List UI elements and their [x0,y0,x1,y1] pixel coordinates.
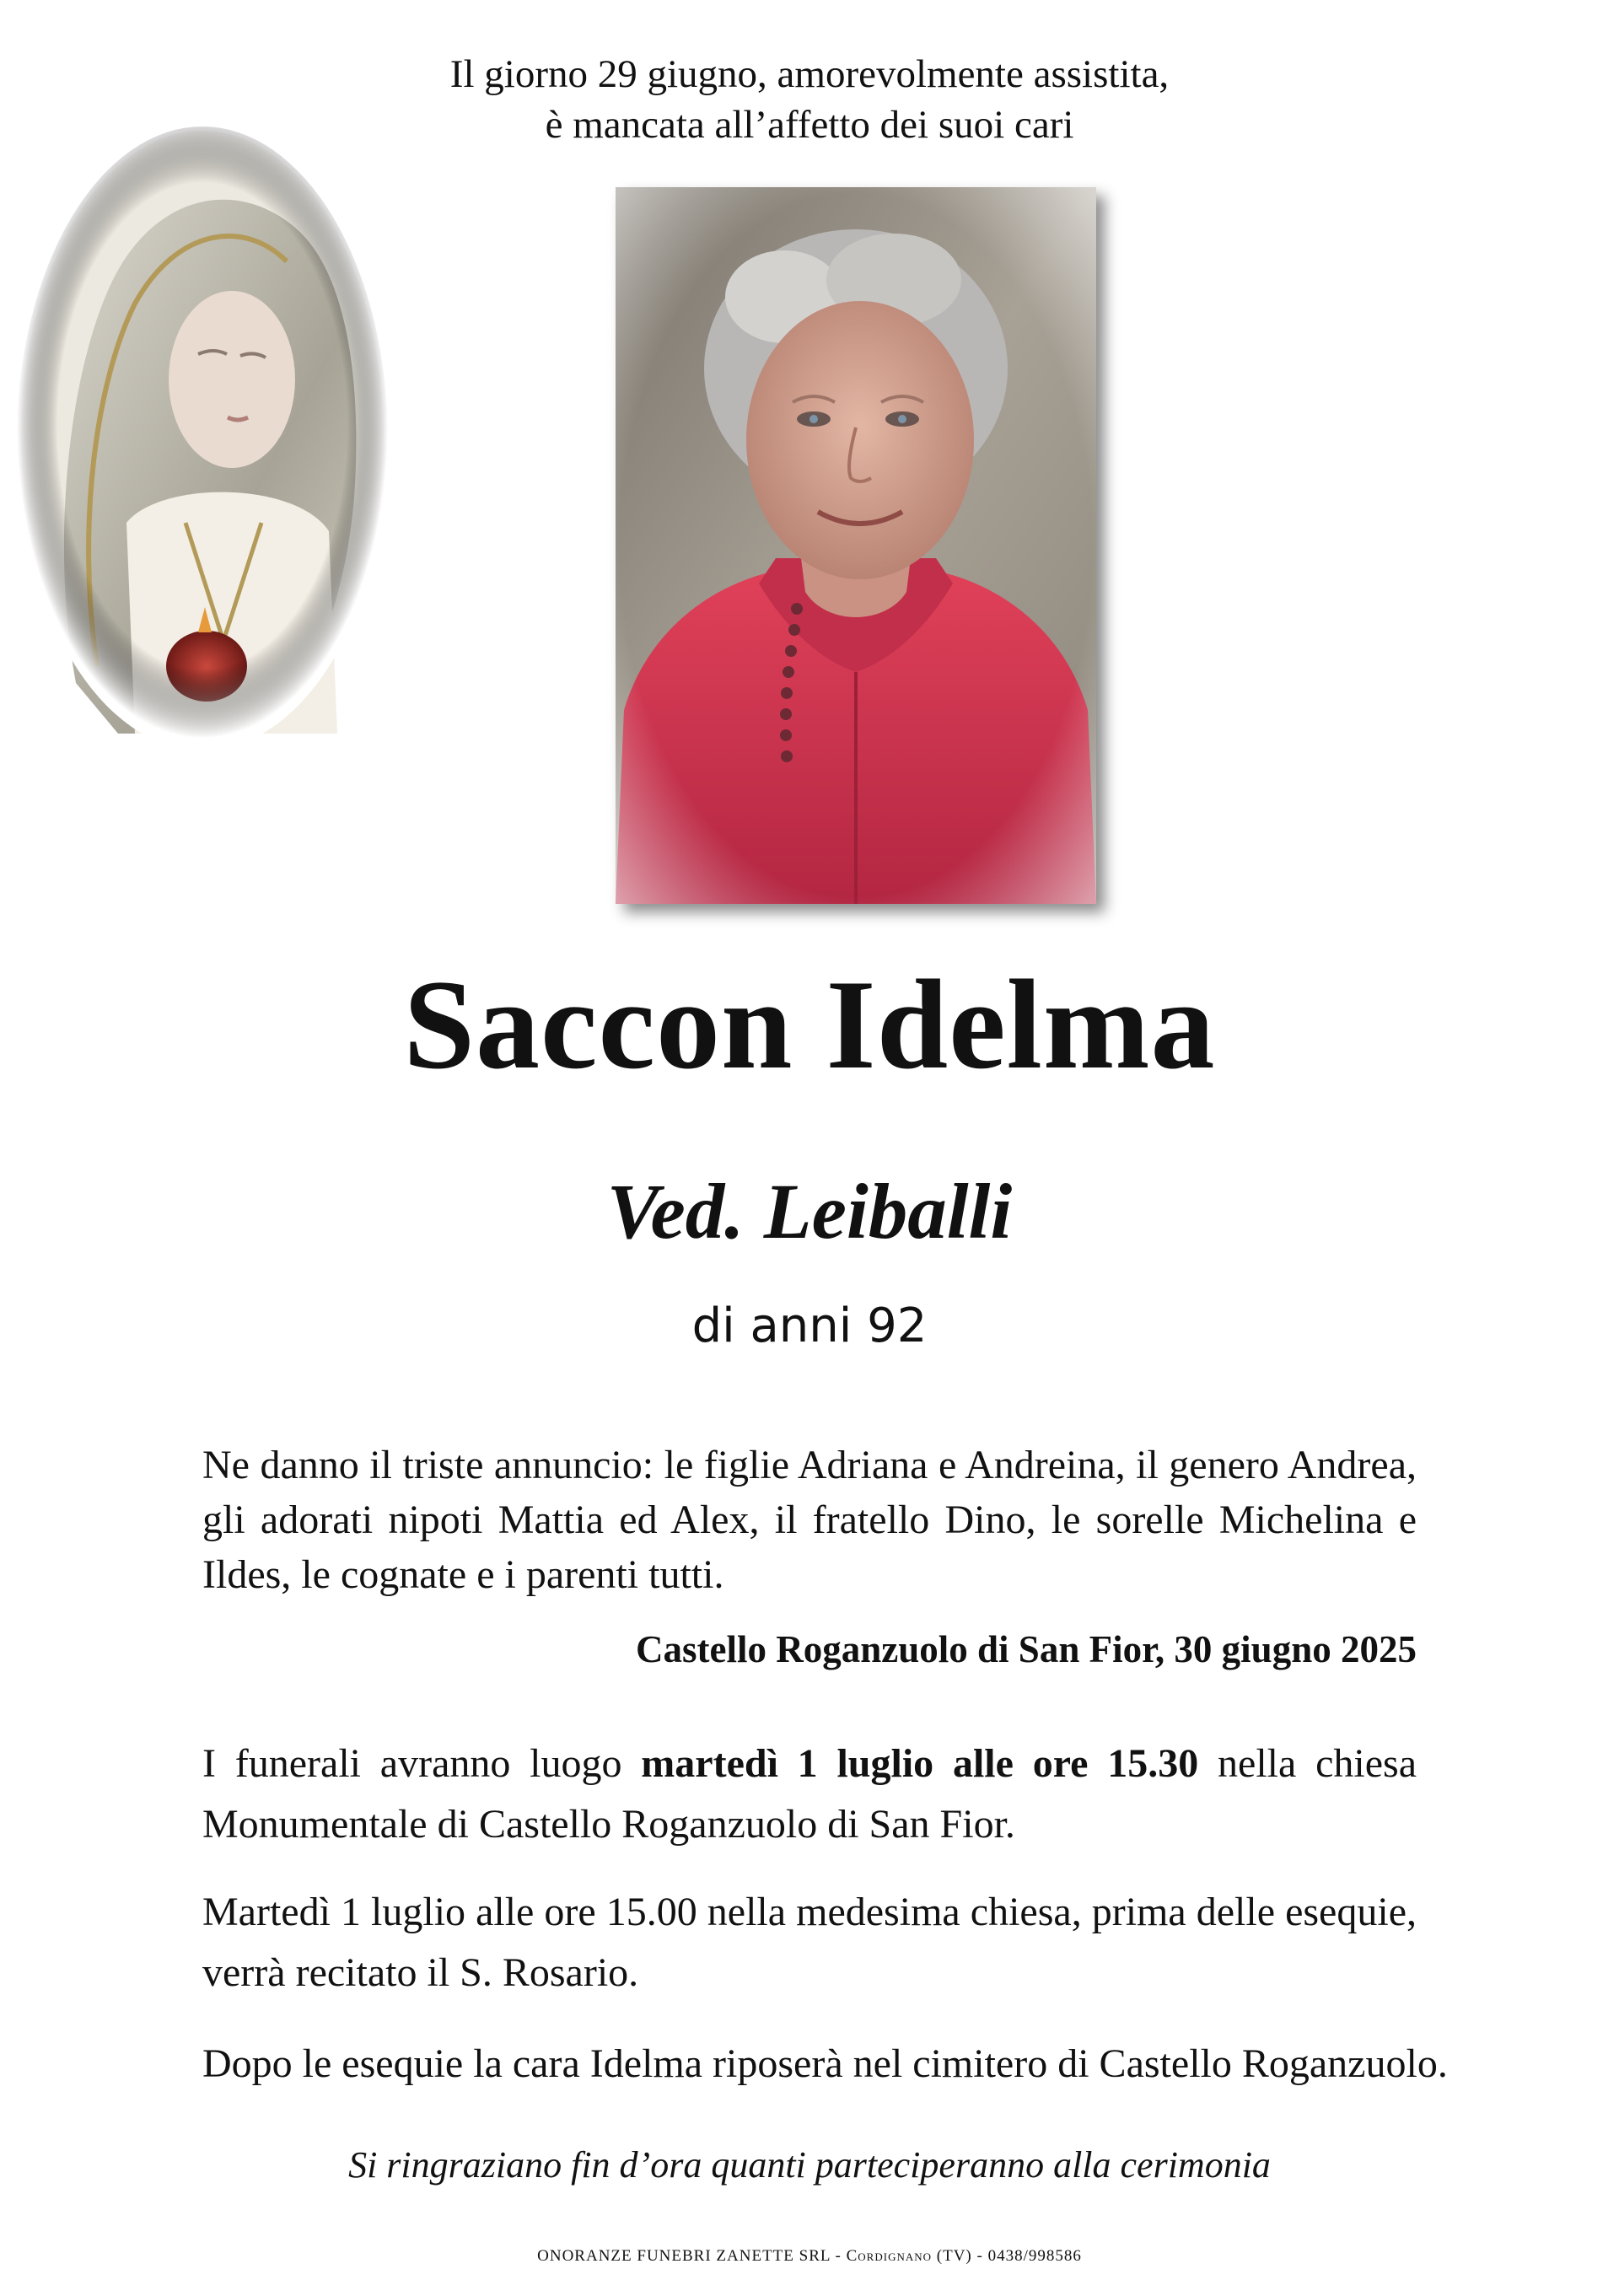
burial-paragraph: Dopo le esequie la cara Idelma riposerà nel cimitero di Castello Roganzuolo. [202,2041,1448,2086]
funeral-datetime: martedì 1 luglio alle ore 15.30 [641,1741,1199,1786]
thanks-line: Si ringraziano fin d’ora quanti parteciperanno alla cerimonia [348,2144,1271,2186]
rosary-paragraph: Martedì 1 luglio alle ore 15.00 nella medesima chiesa, prima delle esequie, verrà recitato il S. Rosario. [202,1890,1417,1995]
intro-line-2: è mancata all’affetto dei suoi cari [545,103,1074,147]
funeral-text-before: I funerali avranno luogo [202,1741,642,1786]
portrait-illustration [616,187,1096,904]
deceased-portrait [616,187,1096,904]
deceased-name: Saccon Idelma [403,954,1216,1095]
intro-line-1: Il giorno 29 giugno, amorevolmente assistita, [449,52,1170,96]
footer-separator-1: - [830,2247,847,2265]
widow-of: Ved. Leiballi [606,1169,1013,1256]
funeral-text-after: nella chiesa Monumentale di Castello Roganzuolo di San Fior. [202,1741,1417,1847]
footer-location: Cordignano (TV) [846,2247,972,2265]
madonna-illustration [17,126,388,750]
footer-phone: 0438/998586 [987,2247,1082,2265]
age: di anni 92 [691,1299,928,1353]
funeral-paragraph [202,1734,1417,1855]
footer-separator-2: - [971,2247,988,2265]
place-date: Castello Roganzuolo di San Fior, 30 giugno 2025 [636,1628,1417,1670]
announcement-paragraph: Ne danno il triste annuncio: le figlie Adriana e Andreina, il genero Andrea, gli adorati nipoti Mattia ed Alex, il fratello Dino, le sorelle Michelina e Ildes, le cognate e i parenti tutti. [202,1443,1417,1597]
footer-company: ONORANZE FUNEBRI ZANETTE SRL [537,2247,831,2265]
footer [0,2245,1619,2267]
madonna-image [17,126,388,750]
